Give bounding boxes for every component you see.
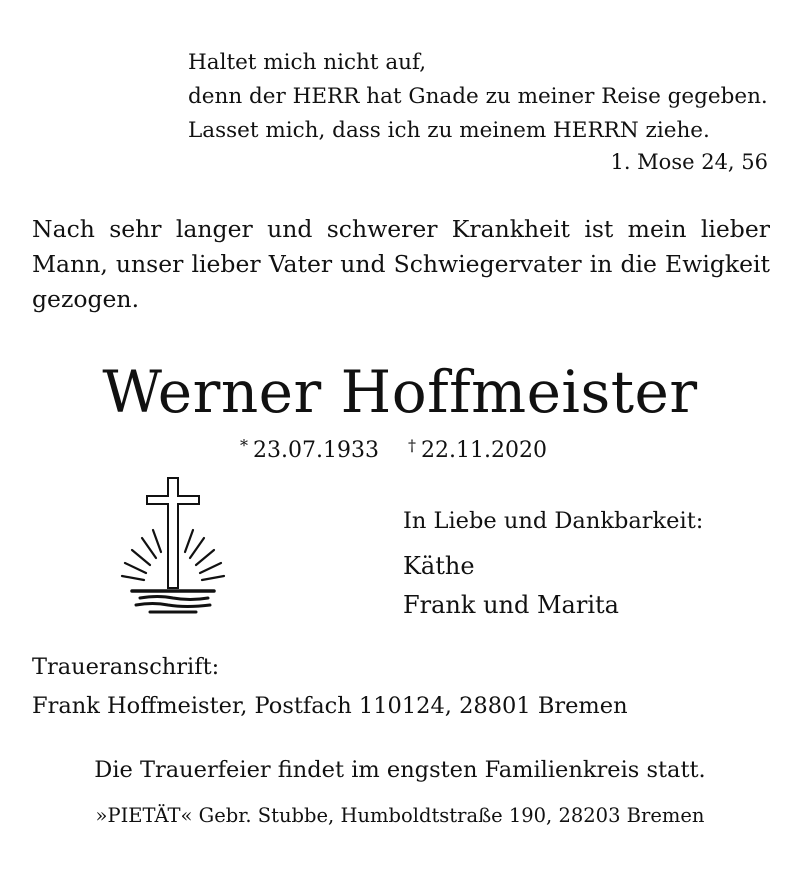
mourner-name: Frank und Marita: [403, 591, 619, 619]
mourning-address: Frank Hoffmeister, Postfach 110124, 28801 Bremen: [32, 693, 628, 719]
deceased-name: Werner Hoffmeister: [102, 358, 698, 426]
mourner-name: Käthe: [403, 552, 475, 580]
death-date: [408, 438, 547, 463]
thanks-heading: In Liebe und Dankbarkeit:: [403, 508, 704, 534]
birth-date: [240, 438, 379, 463]
undertaker-info: »PIETÄT« Gebr. Stubbe, Humboldtstraße 190, 28203 Bremen: [95, 804, 705, 827]
funeral-service-note: Die Trauerfeier findet im engsten Familienkreis statt.: [94, 757, 706, 783]
death-symbol: †: [408, 436, 416, 455]
cross-with-rising-sun-icon: [118, 470, 228, 620]
birth-symbol: *: [240, 436, 248, 455]
intro-text: Nach sehr langer und schwerer Krankheit ist mein lieber Mann, unser lieber Vater und Schwiegervater in die Ewigkeit gezogen.: [32, 215, 770, 313]
verse-line: Haltet mich nicht auf,: [188, 50, 427, 75]
verse-line: Lasset mich, dass ich zu meinem HERRN ziehe.: [188, 118, 710, 143]
verse-line: denn der HERR hat Gnade zu meiner Reise gegeben.: [188, 84, 768, 109]
address-label: Traueranschrift:: [32, 654, 220, 680]
death-date-value: 22.11.2020: [421, 438, 547, 463]
bible-verse: [188, 46, 768, 148]
birth-date-value: 23.07.1933: [253, 438, 379, 463]
verse-reference: 1. Mose 24, 56: [610, 150, 768, 174]
